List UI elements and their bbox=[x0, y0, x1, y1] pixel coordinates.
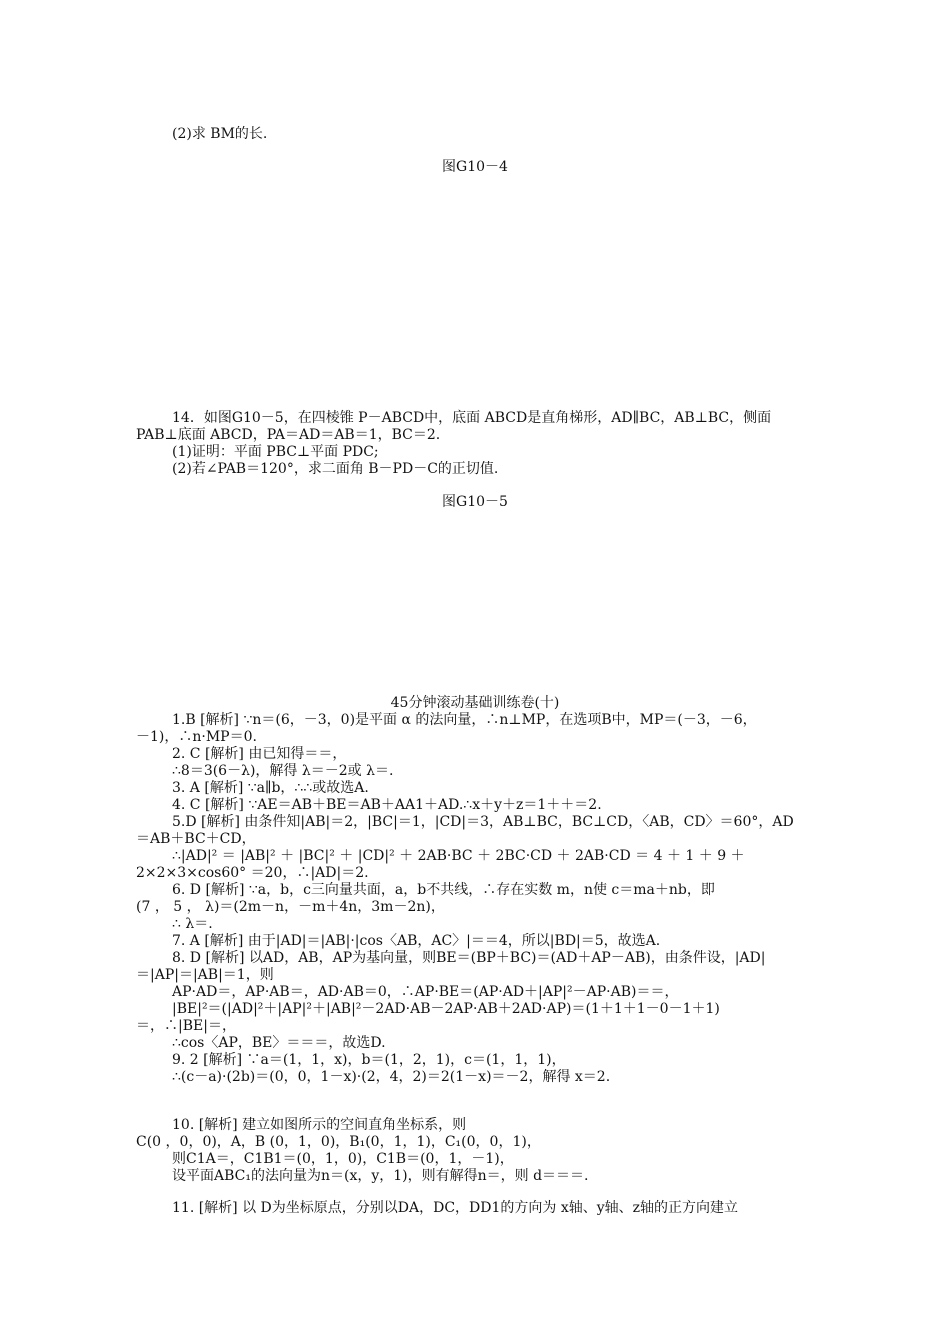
answer-line: 2. C [解析] 由已知得＝＝， bbox=[172, 746, 347, 762]
answer-line: 5.D [解析] 由条件知|AB|＝2，|BC|＝1，|CD|＝3，AB⊥BC，BC⊥CD，〈AB，CD〉＝60°，AD bbox=[172, 814, 794, 830]
answer-line: ∴|AD|² ＝ |AB|² ＋ |BC|² ＋ |CD|² ＋ 2AB·BC ＋ 2BC·CD ＋ 2AB·CD ＝ 4 ＋ 1 ＋ 9 ＋ bbox=[172, 848, 745, 864]
answer-line: 1.B [解析] ∵n＝(6，－3，0)是平面 α 的法向量，∴n⊥MP，在选项B中，MP＝(－3，－6， bbox=[172, 712, 757, 728]
answers-title: 45分钟滚动基础训练卷(十) bbox=[390, 695, 560, 711]
question-14-line-1: 14．如图G10－5，在四棱锥 P－ABCD中，底面 ABCD是直角梯形，AD∥BC，AB⊥BC，侧面 bbox=[172, 410, 772, 426]
answer-line: ∴cos〈AP，BE〉＝＝＝，故选D. bbox=[172, 1035, 386, 1051]
figure-caption-g10-5: 图G10－5 bbox=[442, 494, 508, 510]
answer-line: AP·AD＝，AP·AB＝，AD·AB＝0，∴AP·BE＝(AP·AD＋|AP|²－AP·AB)＝＝， bbox=[172, 984, 679, 1000]
answer-line: (7 ， 5 ， λ)＝(2m－n，－m＋4n，3m－2n)， bbox=[136, 899, 445, 915]
answer-line: 6. D [解析] ∵a，b，c三向量共面，a，b不共线，∴存在实数 m，n使 c＝ma＋nb，即 bbox=[172, 882, 715, 898]
answer-line: C(0 ，0，0)，A，B (0，1，0)，B₁(0，1，1)，C₁(0，0，1)， bbox=[136, 1134, 541, 1150]
answer-line: 3. A [解析] ∵a∥b，∴∴或故选A. bbox=[172, 780, 369, 796]
question-14-part-2: (2)若∠PAB＝120°，求二面角 B－PD－C的正切值. bbox=[172, 461, 499, 477]
answer-line: 10. [解析] 建立如图所示的空间直角坐标系，则 bbox=[172, 1117, 467, 1133]
answer-line: 2×2×3×cos60° ＝20，∴|AD|＝2. bbox=[136, 865, 369, 881]
figure-caption-g10-4: 图G10－4 bbox=[442, 159, 508, 175]
question-14-part-1: (1)证明：平面 PBC⊥平面 PDC; bbox=[172, 444, 379, 460]
answer-line: －1)，∴n·MP＝0. bbox=[136, 729, 257, 745]
answer-line: 11. [解析] 以 D为坐标原点，分别以DA，DC，DD1的方向为 x轴、y轴、z轴的正方向建立 bbox=[172, 1200, 739, 1216]
answer-line: 7. A [解析] 由于|AD|＝|AB|·|cos〈AB，AC〉|＝＝4，所以|BD|＝5，故选A. bbox=[172, 933, 661, 949]
answer-line: ∴ λ＝. bbox=[172, 916, 213, 932]
answer-line: ∴(c－a)·(2b)＝(0，0，1－x)·(2，4，2)＝2(1－x)＝－2，解得 x＝2. bbox=[172, 1069, 611, 1085]
answer-line: ＝|AP|＝|AB|＝1，则 bbox=[136, 967, 274, 983]
answer-line: 9. 2 [解析] ∵a＝(1，1，x)，b＝(1，2，1)，c＝(1，1，1)， bbox=[172, 1052, 566, 1068]
answer-line: ＝，∴|BE|＝， bbox=[136, 1018, 236, 1034]
question-13-part-2: (2)求 BM的长. bbox=[172, 126, 268, 142]
answer-line: 则C1A＝，C1B1＝(0，1，0)，C1B＝(0，1，－1)， bbox=[172, 1151, 514, 1167]
answer-line: |BE|²＝(|AD|²＋|AP|²＋|AB|²－2AD·AB－2AP·AB＋2AD·AP)＝(1＋1＋1－0－1＋1) bbox=[172, 1001, 720, 1017]
answer-line: 4. C [解析] ∵AE＝AB＋BE＝AB＋AA1＋AD.∴x＋y＋z＝1＋＋＝2. bbox=[172, 797, 602, 813]
answer-line: ∴8＝3(6－λ)，解得 λ＝－2或 λ＝. bbox=[172, 763, 394, 779]
answer-line: 8. D [解析] 以AD，AB，AP为基向量，则BE＝(BP＋BC)＝(AD＋AP－AB)，由条件设，|AD| bbox=[172, 950, 766, 966]
answer-line: 设平面ABC₁的法向量为n＝(x，y，1)，则有解得n＝，则 d＝＝＝. bbox=[172, 1168, 589, 1184]
question-14-line-2: PAB⊥底面 ABCD，PA＝AD＝AB＝1，BC＝2. bbox=[136, 427, 441, 443]
answer-line: ＝AB＋BC＋CD， bbox=[136, 831, 256, 847]
